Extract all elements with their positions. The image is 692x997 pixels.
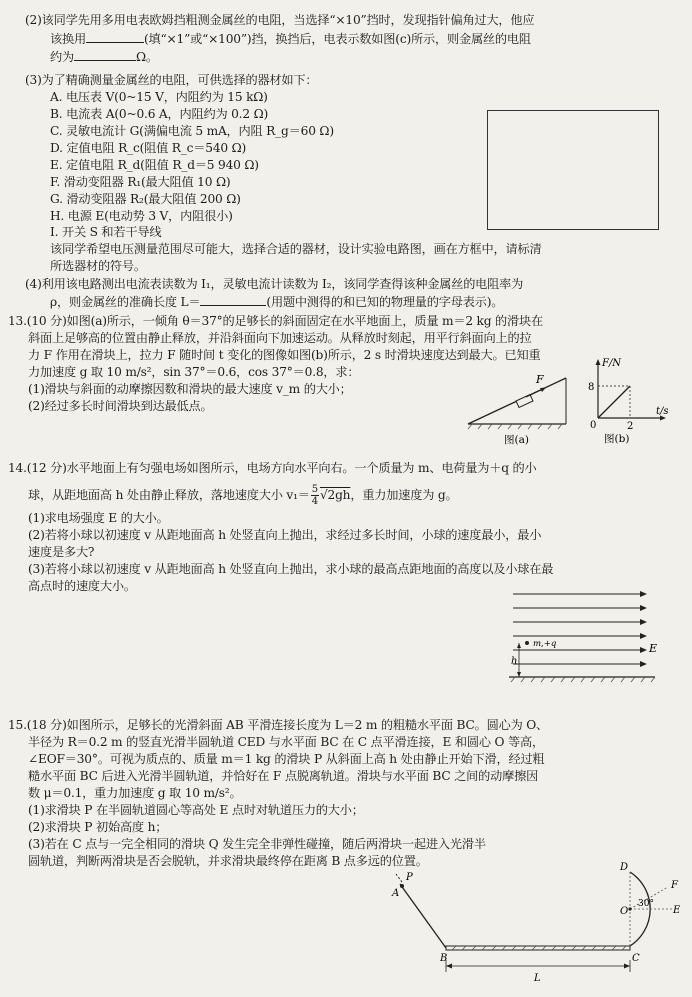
q13-figure-b — [580, 356, 670, 446]
q14-line2 — [28, 484, 458, 507]
q13-line: 斜面上足够高的位置由静止释放，并沿斜面向下加速运动。从释放时刻起，用平行斜面向上的拉 — [28, 331, 532, 345]
force-label: F — [536, 373, 544, 386]
height-arrow-top — [517, 643, 521, 648]
field-arrowheads — [640, 591, 647, 667]
q12-part3-title: (3)为了精确测量金属丝的电阻，可供选择的器材如下： — [25, 73, 318, 87]
slider-p — [400, 884, 404, 888]
label-p: P — [406, 872, 413, 883]
length-arrow-right — [624, 964, 630, 969]
x-tick-label: 2 — [627, 421, 634, 432]
q15-sub1: (1)求滑块 P 在半圆轨道圆心等高处 E 点时对轨道压力的大小； — [28, 803, 364, 817]
q12-part2-line2-b: (填“×1”或“×100”)挡，换挡后，电表示数如图(c)所示，则金属丝的电阻 — [143, 32, 531, 46]
label-b: B — [440, 953, 448, 964]
answer-blank-resistance[interactable] — [74, 48, 136, 61]
fraction — [311, 484, 319, 507]
label-a: A — [392, 888, 400, 899]
f-axis-arrow — [596, 359, 601, 365]
q14-sub3: (3)若将小球以初速度 v 从距地面高 h 处竖直向上抛出，求小球的最高点距地面的高度以及小球在最 — [28, 562, 554, 576]
angle-label: 30° — [638, 899, 654, 909]
origin-label: 0 — [590, 420, 597, 431]
ground-hatch — [468, 424, 562, 429]
answer-blank-length[interactable] — [200, 293, 266, 306]
force-arrowhead — [540, 388, 546, 393]
q12-part3-req2: 所选器材的符号。 — [50, 259, 146, 273]
equipment-item: D. 定值电阻 R_c(阻值 R_c＝540 Ω) — [50, 141, 247, 155]
q15-sub3: (3)若在 C 点与一完全相同的滑块 Q 发生完全非弹性碰撞，随后两滑块一起进入光滑半 — [28, 837, 486, 851]
q14-line2-b: ，重力加速度为 g。 — [350, 488, 458, 502]
f-axis-label: F/N — [602, 358, 622, 369]
q15-line: 数 μ＝0.1，重力加速度 g 取 10 m/s²。 — [28, 786, 242, 800]
q13-line: 力加速度 g 取 10 m/s²，sin 37°＝0.6，cos 37°＝0.8，求： — [28, 365, 360, 379]
answer-blank-range[interactable] — [86, 30, 144, 43]
ball-label: m,+q — [533, 639, 557, 649]
label-f: F — [671, 880, 678, 891]
incline-extension — [396, 874, 402, 882]
q13-line: 力 F 作用在滑块上，拉力 F 随时间 t 变化的图像如图(b)所示，2 s 时滑块速度达到最大。已知重 — [28, 348, 541, 362]
q14-sub1: (1)求电场强度 E 的大小。 — [28, 511, 169, 525]
label-o: O — [620, 906, 629, 917]
q15-line: ∠EOF＝30°。可视为质点的、质量 m＝1 kg 的滑块 P 从斜面上高 h 处由静止开始下滑，经过粗 — [28, 752, 545, 766]
q12-part2-line3 — [50, 48, 158, 66]
label-d: D — [620, 862, 629, 873]
q12-part2-line2-a: 该换用 — [50, 32, 86, 46]
q14-line1: 14.(12 分)水平地面上有匀强电场如图所示，电场方向水平向右。一个质量为 m、电荷量为＋q 的小 — [8, 461, 537, 475]
q12-part2-line3-a: 约为 — [50, 50, 74, 64]
q15-sub2: (2)求滑块 P 初始高度 h； — [28, 820, 168, 834]
equipment-item: A. 电压表 V(0~15 V，内阻约为 15 kΩ) — [50, 90, 268, 104]
q13-sub2: (2)经过多长时间滑块到达最低点。 — [28, 399, 213, 413]
fig-a-caption: 图(a) — [504, 434, 529, 446]
q14-sub3-cont: 高点时的速度大小。 — [28, 579, 136, 593]
t-axis-label: t/s — [656, 406, 669, 417]
equipment-item: B. 电流表 A(0~0.6 A，内阻约为 0.2 Ω) — [50, 107, 269, 121]
q12-part4-line2-b: (用题中测得的和已知的物理量的字母表示)。 — [266, 295, 504, 309]
q13-figure-a — [462, 366, 574, 446]
label-c: C — [632, 953, 640, 964]
field-label: E — [649, 642, 658, 655]
q13-line: 13.(10 分)如图(a)所示，一倾角 θ＝37°的足够长的斜面固定在水平地面上，质量 m＝2 kg 的滑块在 — [8, 314, 543, 328]
incline-ab — [400, 884, 446, 948]
q12-part2-line2 — [50, 30, 531, 48]
q15-line: 糙水平面 BC 后进入光滑半圆轨道，并恰好在 F 点脱离轨道。滑块与水平面 BC 之间的动摩擦因 — [28, 769, 539, 783]
equipment-item: F. 滑动变阻器 R₁(最大阻值 10 Ω) — [50, 175, 231, 189]
q15-line: 15.(18 分)如图所示，足够长的光滑斜面 AB 平滑连接长度为 L＝2 m 的粗糙水平面 BC。圆心为 O、 — [8, 718, 549, 732]
q15-sub3-cont: 圆轨道，判断两滑块是否会脱轨，并求滑块最终停在距离 B 点多远的位置。 — [28, 854, 428, 868]
q12-part2-line3-b: Ω。 — [135, 50, 158, 64]
center-o — [628, 907, 631, 910]
q12-part4-line1: (4)利用该电路测出电流表读数为 I₁，灵敏电流计读数为 I₂，该同学查得该种金属丝的电阻率为 — [25, 277, 524, 291]
q12-part3-req1: 该同学希望电压测量范围尽可能大，选择合适的器材，设计实验电路图，画在方框中，请标清 — [50, 242, 542, 256]
f-t-line — [598, 386, 630, 418]
field-lines — [513, 594, 643, 664]
equipment-item: G. 滑动变阻器 R₂(最大阻值 200 Ω) — [50, 192, 241, 206]
sqrt-expression: √2gh — [319, 488, 351, 502]
q13-sub1: (1)滑块与斜面的动摩擦因数和滑块的最大速度 v_m 的大小； — [28, 382, 352, 396]
slider-block — [516, 395, 533, 408]
y-tick-label: 8 — [588, 382, 595, 393]
label-e: E — [673, 905, 681, 916]
q12-part4-line2-a: ρ，则金属丝的准确长度 L＝ — [50, 295, 201, 309]
equipment-item: C. 灵敏电流计 G(满偏电流 5 mA，内阻 R_g＝60 Ω) — [50, 124, 334, 138]
fraction-numerator: 5 — [311, 484, 318, 495]
q12-part2-line1: (2)该同学先用多用电表欧姆挡粗测金属丝的电阻，当选择“×10”挡时，发现指针偏角过大，他应 — [25, 13, 535, 27]
ground-hatch — [511, 677, 655, 682]
q15-line: 半径为 R＝0.2 m 的竖直光滑半圆轨道 CED 与水平面 BC 在 C 点平滑连接，E 和圆心 O 等高， — [28, 735, 544, 749]
height-label: h — [511, 656, 518, 667]
length-arrow-left — [446, 964, 452, 969]
equipment-item: E. 定值电阻 R_d(阻值 R_d＝5 940 Ω) — [50, 158, 259, 172]
charged-ball — [525, 641, 529, 645]
circuit-drawing-box[interactable] — [487, 110, 659, 230]
equipment-item: H. 电源 E(电动势 3 V，内阻很小) — [50, 209, 233, 223]
q12-part4-line2 — [50, 293, 503, 311]
equipment-item: I. 开关 S 和若干导线 — [50, 225, 162, 239]
fraction-denominator: 4 — [311, 496, 318, 507]
q14-sub2: (2)若将小球以初速度 v 从距地面高 h 处竖直向上抛出，求经过多长时间，小球的速度最小，最小 — [28, 528, 542, 542]
q15-track-figure — [380, 860, 685, 990]
q14-sub2-cont: 速度是多大? — [28, 545, 95, 559]
fig-b-caption: 图(b) — [604, 433, 630, 445]
q14-line2-a: 球，从距地面高 h 处由静止释放，落地速度大小 v₁＝ — [28, 488, 310, 502]
height-arrow-bottom — [517, 672, 521, 677]
q14-field-figure — [505, 582, 665, 692]
label-l: L — [534, 973, 541, 984]
